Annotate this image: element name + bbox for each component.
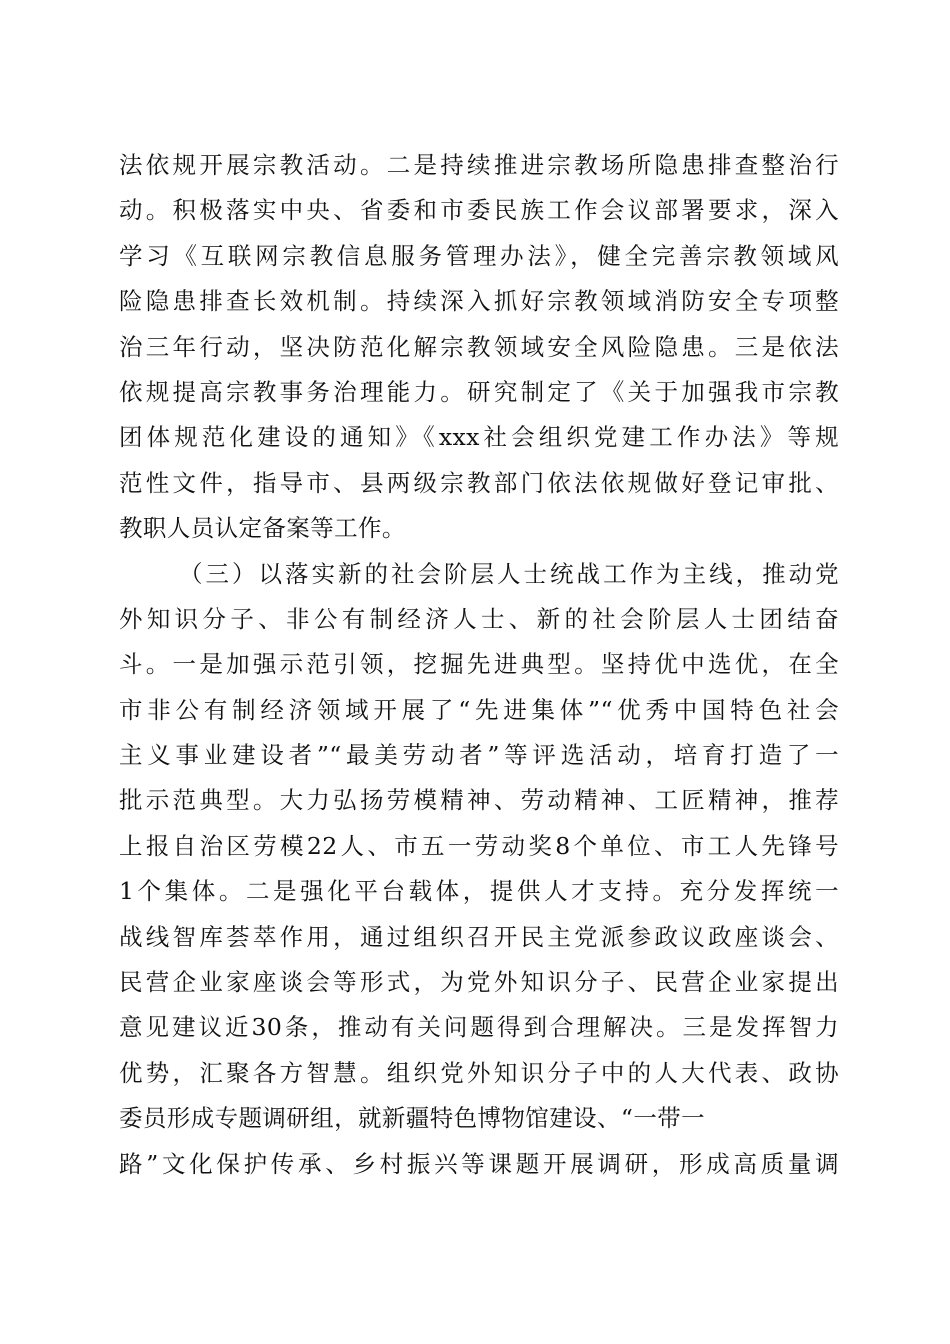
text-line: 依规提高宗教事务治理能力。研究制定了《关于加强我市宗教 xyxy=(119,377,839,406)
body-text xyxy=(119,143,839,1187)
text-line: 范性文件，指导市、县两级宗教部门依法依规做好登记审批、 xyxy=(119,468,839,497)
text-line: 优势，汇聚各方智慧。组织党外知识分子中的人大代表、政协 xyxy=(119,1058,839,1087)
text-line: 法依规开展宗教活动。二是持续推进宗教场所隐患排查整治行 xyxy=(119,151,839,179)
text-line: 险隐患排查长效机制。持续深入抓好宗教领域消防安全专项整 xyxy=(119,287,839,316)
text-line: 外知识分子、非公有制经济人士、新的社会阶层人士团结奋 xyxy=(119,604,839,633)
text-line: （三）以落实新的社会阶层人士统战工作为主线，推动党 xyxy=(179,559,839,588)
text-line: 上报自治区劳模22人、市五一劳动奖8个单位、市工人先锋号 xyxy=(119,831,839,860)
text-line: 动。积极落实中央、省委和市委民族工作会议部署要求，深入 xyxy=(119,196,839,225)
text-line: 市非公有制经济领域开展了“先进集体”“优秀中国特色社会 xyxy=(119,695,839,724)
text-line: 1个集体。二是强化平台载体，提供人才支持。充分发挥统一 xyxy=(119,877,839,906)
text-line: 路”文化保护传承、乡村振兴等课题开展调研，形成高质量调 xyxy=(119,1149,839,1178)
text-line: 学习《互联网宗教信息服务管理办法》，健全完善宗教领域风 xyxy=(119,241,839,270)
text-line: 治三年行动，坚决防范化解宗教领域安全风险隐患。三是依法 xyxy=(119,332,839,361)
text-line: 斗。一是加强示范引领，挖掘先进典型。坚持优中选优，在全 xyxy=(119,650,839,679)
text-line: 教职人员认定备案等工作。 xyxy=(119,514,406,543)
text-line: 意见建议近30条，推动有关问题得到合理解决。三是发挥智力 xyxy=(119,1013,839,1042)
text-line: 团体规范化建设的通知》《xxx社会组织党建工作办法》等规 xyxy=(119,423,839,452)
text-line: 民营企业家座谈会等形式，为党外知识分子、民营企业家提出 xyxy=(119,968,839,997)
text-line: 批示范典型。大力弘扬劳模精神、劳动精神、工匠精神，推荐 xyxy=(119,786,839,815)
text-line: 委员形成专题调研组，就新疆特色博物馆建设、“一带一 xyxy=(119,1104,706,1133)
text-line: 主义事业建设者”“最美劳动者”等评选活动，培育打造了一 xyxy=(119,741,839,770)
text-line: 战线智库荟萃作用，通过组织召开民主党派参政议政座谈会、 xyxy=(119,922,839,951)
